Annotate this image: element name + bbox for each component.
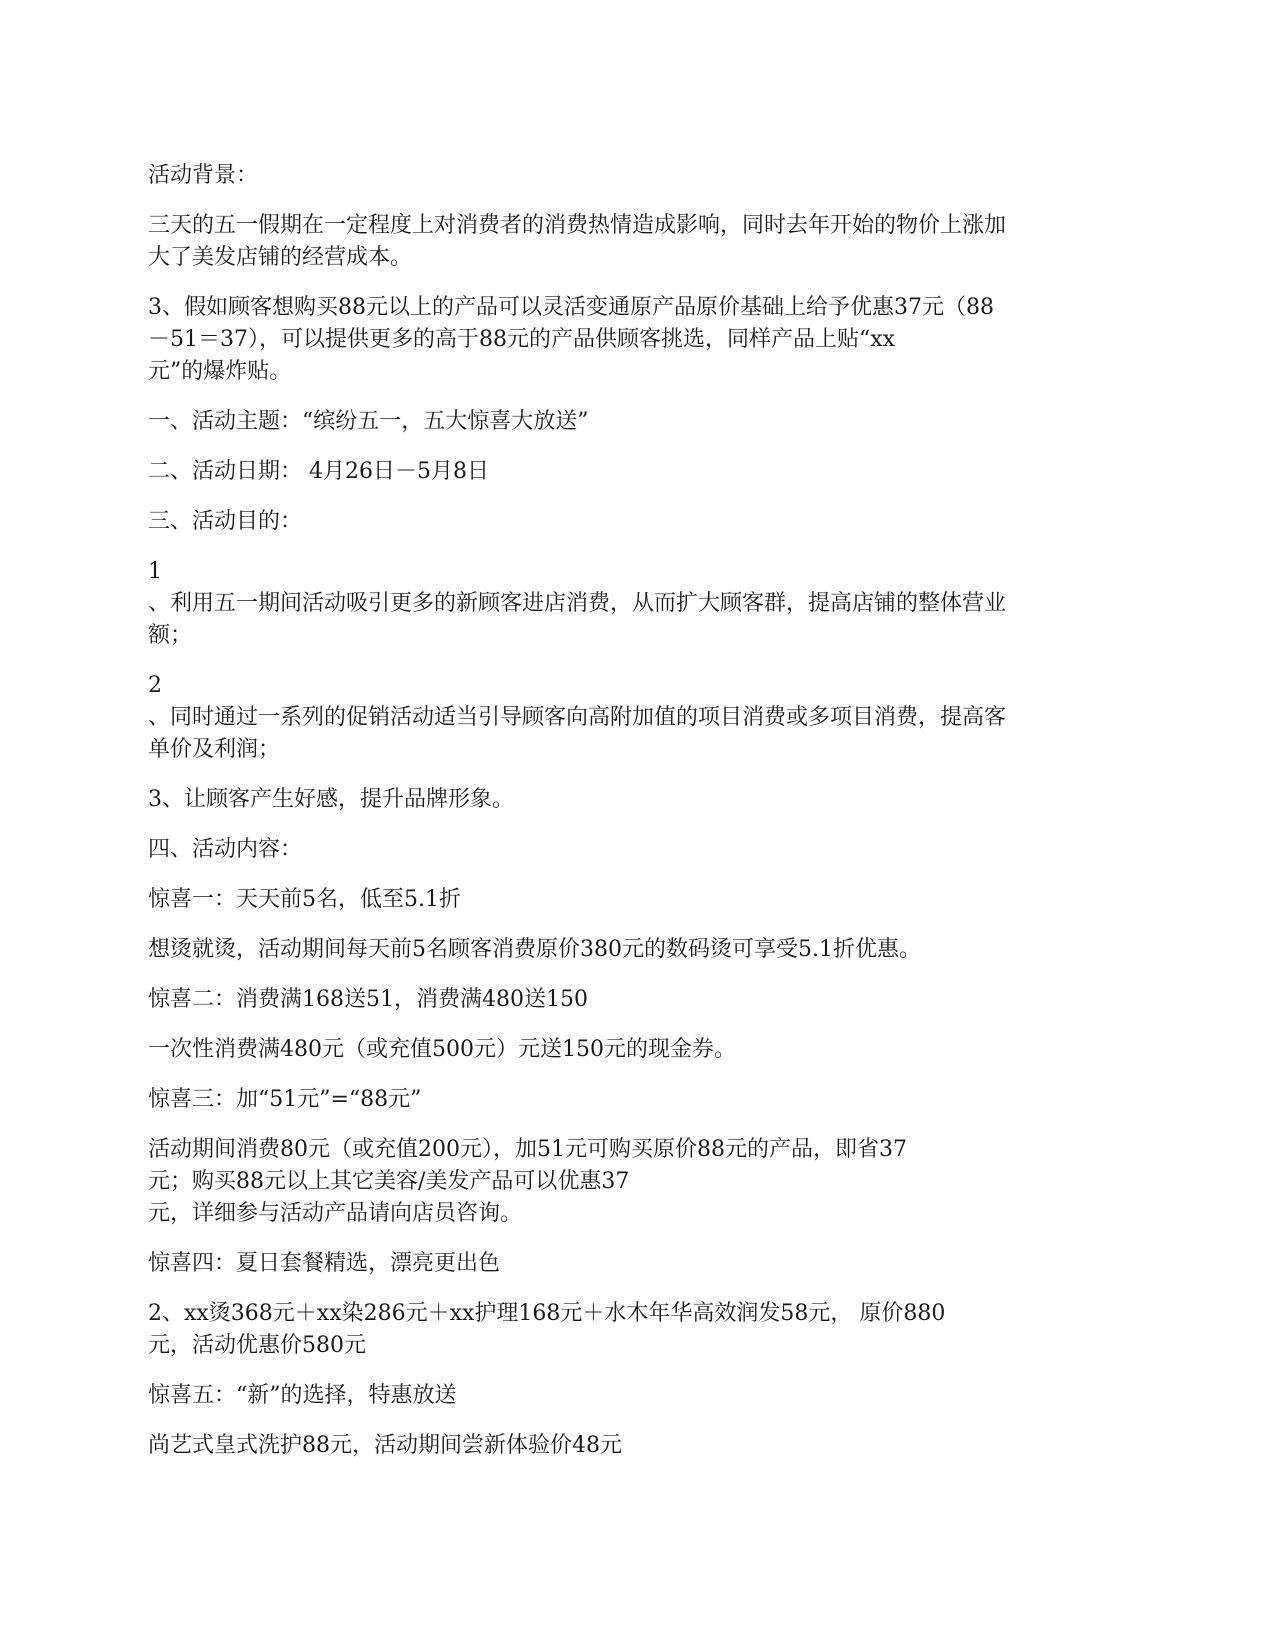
- paragraph-surprise-2-title: 惊喜二：消费满168送51，消费满480送150: [148, 987, 588, 1012]
- paragraph-surprise-5-text: 尚艺式皇式洗护88元，活动期间尝新体验价48元: [148, 1433, 622, 1458]
- paragraph-purpose-heading: 三、活动目的：: [148, 509, 303, 534]
- paragraph-surprise-1-title: 惊喜一：天天前5名，低至5.1折: [148, 887, 461, 912]
- document-body: [148, 160, 1128, 1480]
- paragraph-surprise-3-title: 惊喜三：加“51元”=“88元”: [148, 1087, 422, 1112]
- paragraph-product-discount: 3、假如顾客想购买88元以上的产品可以灵活变通原产品原价基础上给予优惠37元（88 －51＝37），可以提供更多的高于88元的产品供顾客挑选，同样产品上贴“xx 元”的爆炸贴。: [148, 295, 994, 384]
- paragraph-surprise-3-text: 活动期间消费80元（或充值200元），加51元可购买原价88元的产品，即省37 元；购买88元以上其它美容/美发产品可以优惠37 元，详细参与活动产品请向店员咨询。: [148, 1137, 907, 1226]
- paragraph-background-heading: 活动背景：: [148, 163, 259, 188]
- paragraph-background-text: 三天的五一假期在一定程度上对消费者的消费热情造成影响，同时去年开始的物价上涨加 大了美发店铺的经营成本。: [148, 213, 1007, 270]
- paragraph-purpose-2: 2 、同时通过一系列的促销活动适当引导顾客向高附加值的项目消费或多项目消费，提高客 单价及利润；: [148, 673, 1007, 762]
- paragraph-surprise-4-text: 2、xx烫368元＋xx染286元＋xx护理168元＋水木年华高效润发58元， 原价880 元，活动优惠价580元: [148, 1301, 946, 1358]
- paragraph-surprise-2-text: 一次性消费满480元（或充值500元）元送150元的现金券。: [148, 1037, 736, 1062]
- paragraph-theme: 一、活动主题：“缤纷五一，五大惊喜大放送”: [148, 409, 589, 434]
- paragraph-content-heading: 四、活动内容：: [148, 837, 303, 862]
- paragraph-surprise-1-text: 想烫就烫，活动期间每天前5名顾客消费原价380元的数码烫可享受5.1折优惠。: [148, 937, 921, 962]
- paragraph-surprise-5-title: 惊喜五：“新”的选择，特惠放送: [148, 1383, 457, 1408]
- paragraph-purpose-3: 3、让顾客产生好感，提升品牌形象。: [148, 787, 514, 812]
- paragraph-purpose-1: 1 、利用五一期间活动吸引更多的新顾客进店消费，从而扩大顾客群，提高店铺的整体营业 额；: [148, 559, 1007, 648]
- paragraph-surprise-4-title: 惊喜四：夏日套餐精选，漂亮更出色: [148, 1251, 501, 1276]
- paragraph-date: 二、活动日期： 4月26日－5月8日: [148, 459, 489, 484]
